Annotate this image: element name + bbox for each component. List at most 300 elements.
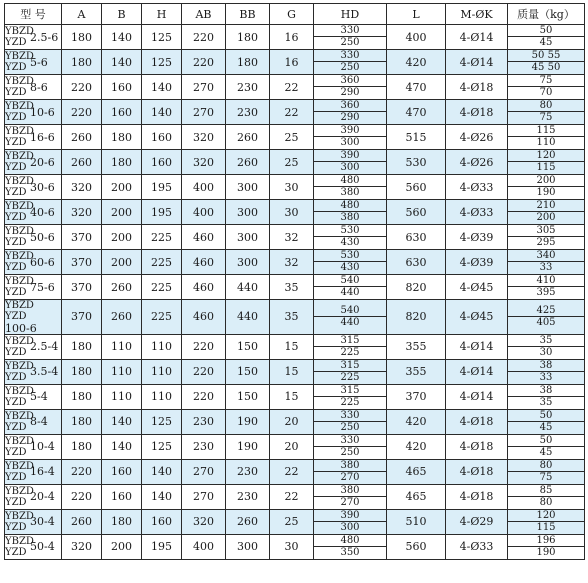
hd-lower: 250 bbox=[340, 37, 360, 48]
cell-h: 225 bbox=[142, 300, 182, 335]
cell-g: 15 bbox=[270, 334, 314, 359]
cell-bb: 230 bbox=[226, 484, 270, 509]
mass-upper: 38 bbox=[508, 385, 584, 397]
cell-l: 510 bbox=[387, 509, 446, 534]
cell-g: 35 bbox=[270, 275, 314, 300]
cell-ab: 460 bbox=[182, 275, 226, 300]
hd-lower: 300 bbox=[340, 162, 360, 173]
table-row bbox=[5, 250, 585, 275]
hd-upper: 480 bbox=[314, 535, 386, 547]
hd-lower: 225 bbox=[340, 346, 360, 358]
cell-g: 20 bbox=[270, 409, 314, 434]
model-prefix-yzd: YZD bbox=[5, 137, 27, 148]
hd-lower: 380 bbox=[340, 187, 360, 198]
model-cell bbox=[5, 50, 62, 75]
cell-ab: 270 bbox=[182, 75, 226, 100]
cell-hd bbox=[314, 534, 387, 559]
cell-bb: 300 bbox=[226, 534, 270, 559]
cell-hd bbox=[314, 300, 387, 335]
cell-mass bbox=[508, 200, 585, 225]
cell-mass bbox=[508, 175, 585, 200]
cell-mass bbox=[508, 25, 585, 50]
mass-lower: 33 bbox=[539, 371, 553, 383]
mass-upper: 340 bbox=[508, 250, 584, 262]
model-prefix-ybzd: YBZD bbox=[5, 360, 34, 372]
hd-upper: 330 bbox=[314, 25, 386, 37]
cell-g: 30 bbox=[270, 175, 314, 200]
cell-h: 110 bbox=[142, 359, 182, 384]
model-prefix-yzd: YZD bbox=[5, 446, 27, 458]
hd-upper: 530 bbox=[314, 225, 386, 237]
model-cell bbox=[5, 534, 62, 559]
cell-mk: 4-Ø18 bbox=[446, 459, 508, 484]
cell-hd bbox=[314, 250, 387, 275]
cell-l: 630 bbox=[387, 250, 446, 275]
cell-hd bbox=[314, 434, 387, 459]
cell-mk: 4-Ø14 bbox=[446, 334, 508, 359]
mass-lower: 45 50 bbox=[531, 62, 561, 73]
mass-upper: 35 bbox=[508, 335, 584, 347]
cell-bb: 190 bbox=[226, 434, 270, 459]
model-prefix-ybzd: YBZD bbox=[5, 76, 34, 87]
cell-ab: 400 bbox=[182, 534, 226, 559]
cell-ab: 460 bbox=[182, 250, 226, 275]
cell-bb: 300 bbox=[226, 250, 270, 275]
hd-lower: 225 bbox=[340, 371, 360, 383]
header-ab: AB bbox=[182, 4, 226, 25]
mass-upper: 80 bbox=[508, 100, 584, 112]
model-cell bbox=[5, 409, 62, 434]
mass-upper: 305 bbox=[508, 225, 584, 237]
model-prefix-ybzd: YBZD bbox=[5, 51, 34, 62]
cell-b: 140 bbox=[102, 50, 142, 75]
cell-bb: 440 bbox=[226, 275, 270, 300]
cell-b: 200 bbox=[102, 225, 142, 250]
header-h: H bbox=[142, 4, 182, 25]
cell-mk: 4-Ø39 bbox=[446, 225, 508, 250]
cell-ab: 400 bbox=[182, 175, 226, 200]
cell-b: 200 bbox=[102, 200, 142, 225]
mass-upper: 115 bbox=[508, 125, 584, 137]
model-size: 16-4 bbox=[30, 465, 55, 478]
hd-upper: 390 bbox=[314, 150, 386, 162]
model-prefix-yzd: YZD bbox=[5, 262, 27, 273]
cell-b: 260 bbox=[102, 275, 142, 300]
cell-mass bbox=[508, 334, 585, 359]
table-header-row bbox=[5, 4, 585, 25]
cell-bb: 150 bbox=[226, 334, 270, 359]
cell-hd bbox=[314, 384, 387, 409]
cell-g: 22 bbox=[270, 484, 314, 509]
model-prefix-ybzd: YBZD bbox=[5, 410, 34, 422]
model-size: 50-6 bbox=[30, 230, 55, 244]
cell-bb: 300 bbox=[226, 225, 270, 250]
cell-b: 260 bbox=[102, 300, 142, 335]
hd-upper: 390 bbox=[314, 125, 386, 137]
model-prefix-ybzd: YBZD bbox=[5, 300, 34, 311]
cell-b: 180 bbox=[102, 509, 142, 534]
model-cell bbox=[5, 359, 62, 384]
mass-lower: 80 bbox=[539, 496, 553, 508]
model-prefix-yzd: YZD bbox=[5, 471, 27, 483]
model-size: 2.5-6 bbox=[30, 30, 59, 44]
cell-a: 180 bbox=[62, 409, 102, 434]
cell-l: 355 bbox=[387, 334, 446, 359]
cell-h: 195 bbox=[142, 175, 182, 200]
cell-mk: 4-Ø14 bbox=[446, 50, 508, 75]
model-cell bbox=[5, 125, 62, 150]
cell-g: 22 bbox=[270, 100, 314, 125]
cell-g: 25 bbox=[270, 150, 314, 175]
cell-hd bbox=[314, 459, 387, 484]
model-prefix-yzd: YZD bbox=[5, 421, 27, 433]
model-prefix-yzd: YZD bbox=[5, 521, 27, 533]
model-cell bbox=[5, 300, 62, 335]
model-size: 30-4 bbox=[30, 515, 55, 528]
cell-a: 180 bbox=[62, 359, 102, 384]
table-row bbox=[5, 275, 585, 300]
mass-lower: 45 bbox=[539, 446, 553, 458]
model-prefix-ybzd: YBZD bbox=[5, 26, 34, 37]
cell-l: 630 bbox=[387, 225, 446, 250]
cell-mass bbox=[508, 75, 585, 100]
cell-a: 320 bbox=[62, 534, 102, 559]
cell-g: 35 bbox=[270, 300, 314, 335]
mass-lower: 45 bbox=[539, 37, 553, 48]
cell-g: 16 bbox=[270, 50, 314, 75]
model-prefix-ybzd: YBZD bbox=[5, 251, 34, 262]
mass-upper: 120 bbox=[508, 150, 584, 162]
cell-l: 560 bbox=[387, 200, 446, 225]
model-prefix-ybzd: YBZD bbox=[5, 435, 34, 447]
model-prefix-ybzd: YBZD bbox=[5, 126, 34, 137]
header-hd: HD bbox=[314, 4, 387, 25]
hd-lower: 440 bbox=[340, 316, 360, 328]
cell-mk: 4-Ø45 bbox=[446, 300, 508, 335]
mass-lower: 30 bbox=[539, 346, 553, 358]
cell-h: 125 bbox=[142, 25, 182, 50]
cell-hd bbox=[314, 25, 387, 50]
cell-l: 465 bbox=[387, 484, 446, 509]
model-prefix-ybzd: YBZD bbox=[5, 535, 34, 547]
table-row bbox=[5, 175, 585, 200]
model-cell bbox=[5, 225, 62, 250]
hd-upper: 360 bbox=[314, 75, 386, 87]
mass-lower: 115 bbox=[536, 521, 556, 533]
model-prefix-yzd: YZD bbox=[5, 112, 27, 123]
hd-lower: 290 bbox=[340, 87, 360, 98]
cell-h: 195 bbox=[142, 534, 182, 559]
model-size: 50-4 bbox=[30, 540, 55, 553]
cell-mass bbox=[508, 250, 585, 275]
hd-lower: 250 bbox=[340, 421, 360, 433]
cell-hd bbox=[314, 359, 387, 384]
cell-bb: 300 bbox=[226, 200, 270, 225]
cell-hd bbox=[314, 509, 387, 534]
model-size: 8-4 bbox=[30, 415, 48, 428]
cell-h: 195 bbox=[142, 200, 182, 225]
table-row bbox=[5, 384, 585, 409]
table-row bbox=[5, 359, 585, 384]
cell-hd bbox=[314, 225, 387, 250]
mass-upper: 50 bbox=[508, 410, 584, 422]
cell-l: 470 bbox=[387, 75, 446, 100]
cell-b: 160 bbox=[102, 100, 142, 125]
cell-bb: 260 bbox=[226, 150, 270, 175]
model-cell bbox=[5, 484, 62, 509]
cell-mk: 4-Ø29 bbox=[446, 509, 508, 534]
model-prefix-ybzd: YBZD bbox=[5, 201, 34, 212]
model-prefix-ybzd: YBZD bbox=[5, 176, 34, 187]
cell-a: 370 bbox=[62, 275, 102, 300]
cell-hd bbox=[314, 150, 387, 175]
cell-ab: 320 bbox=[182, 125, 226, 150]
cell-l: 420 bbox=[387, 434, 446, 459]
cell-mass bbox=[508, 534, 585, 559]
hd-upper: 315 bbox=[314, 335, 386, 347]
mass-upper: 410 bbox=[508, 275, 584, 287]
mass-upper: 196 bbox=[508, 535, 584, 547]
model-size: 60-6 bbox=[30, 255, 55, 269]
table-row bbox=[5, 300, 585, 335]
hd-lower: 440 bbox=[340, 287, 360, 298]
cell-a: 370 bbox=[62, 225, 102, 250]
cell-g: 30 bbox=[270, 200, 314, 225]
cell-hd bbox=[314, 484, 387, 509]
model-prefix-yzd: YZD bbox=[5, 346, 27, 358]
mass-lower: 75 bbox=[539, 112, 553, 123]
cell-h: 125 bbox=[142, 434, 182, 459]
model-prefix-yzd: YZD bbox=[5, 311, 27, 322]
cell-bb: 260 bbox=[226, 125, 270, 150]
hd-lower: 300 bbox=[340, 521, 360, 533]
hd-upper: 315 bbox=[314, 385, 386, 397]
model-cell bbox=[5, 150, 62, 175]
cell-bb: 150 bbox=[226, 359, 270, 384]
cell-l: 400 bbox=[387, 25, 446, 50]
cell-b: 110 bbox=[102, 384, 142, 409]
cell-b: 140 bbox=[102, 409, 142, 434]
cell-mass bbox=[508, 509, 585, 534]
header-mk: M-ØK bbox=[446, 4, 508, 25]
cell-mass bbox=[508, 459, 585, 484]
hd-lower: 250 bbox=[340, 446, 360, 458]
cell-a: 220 bbox=[62, 484, 102, 509]
mass-upper: 50 bbox=[508, 25, 584, 37]
cell-mk: 4-Ø26 bbox=[446, 125, 508, 150]
cell-a: 260 bbox=[62, 125, 102, 150]
cell-h: 110 bbox=[142, 334, 182, 359]
cell-l: 560 bbox=[387, 534, 446, 559]
cell-l: 420 bbox=[387, 409, 446, 434]
cell-ab: 400 bbox=[182, 200, 226, 225]
model-prefix-yzd: YZD bbox=[5, 287, 27, 298]
cell-l: 515 bbox=[387, 125, 446, 150]
cell-hd bbox=[314, 100, 387, 125]
cell-a: 180 bbox=[62, 50, 102, 75]
hd-upper: 360 bbox=[314, 100, 386, 112]
mass-lower: 110 bbox=[536, 137, 556, 148]
cell-mass bbox=[508, 225, 585, 250]
model-prefix-yzd: YZD bbox=[5, 546, 27, 558]
cell-l: 470 bbox=[387, 100, 446, 125]
model-prefix-ybzd: YBZD bbox=[5, 101, 34, 112]
cell-h: 225 bbox=[142, 250, 182, 275]
table-row bbox=[5, 459, 585, 484]
hd-lower: 270 bbox=[340, 471, 360, 483]
cell-h: 140 bbox=[142, 75, 182, 100]
header-l: L bbox=[387, 4, 446, 25]
cell-hd bbox=[314, 275, 387, 300]
cell-ab: 230 bbox=[182, 434, 226, 459]
mass-upper: 200 bbox=[508, 175, 584, 187]
cell-mass bbox=[508, 300, 585, 335]
model-prefix-yzd: YZD bbox=[5, 187, 27, 198]
cell-bb: 190 bbox=[226, 409, 270, 434]
hd-upper: 540 bbox=[314, 305, 386, 317]
cell-g: 25 bbox=[270, 509, 314, 534]
model-cell bbox=[5, 384, 62, 409]
cell-h: 140 bbox=[142, 100, 182, 125]
table-row bbox=[5, 509, 585, 534]
hd-upper: 480 bbox=[314, 175, 386, 187]
cell-a: 220 bbox=[62, 100, 102, 125]
mass-upper: 50 55 bbox=[508, 50, 584, 62]
cell-g: 22 bbox=[270, 75, 314, 100]
model-cell bbox=[5, 459, 62, 484]
model-size: 2.5-4 bbox=[30, 340, 59, 353]
model-size: 10-4 bbox=[30, 440, 55, 453]
mass-lower: 70 bbox=[539, 87, 553, 98]
header-b: B bbox=[102, 4, 142, 25]
cell-ab: 220 bbox=[182, 334, 226, 359]
cell-g: 16 bbox=[270, 25, 314, 50]
cell-mass bbox=[508, 125, 585, 150]
cell-a: 220 bbox=[62, 459, 102, 484]
model-cell bbox=[5, 434, 62, 459]
cell-a: 180 bbox=[62, 334, 102, 359]
cell-mk: 4-Ø39 bbox=[446, 250, 508, 275]
cell-b: 180 bbox=[102, 150, 142, 175]
model-cell bbox=[5, 334, 62, 359]
model-size: 30-6 bbox=[30, 180, 55, 194]
cell-h: 160 bbox=[142, 150, 182, 175]
cell-mk: 4-Ø18 bbox=[446, 434, 508, 459]
header-a: A bbox=[62, 4, 102, 25]
hd-lower: 380 bbox=[340, 212, 360, 223]
cell-hd bbox=[314, 75, 387, 100]
mass-lower: 395 bbox=[536, 287, 556, 298]
model-cell bbox=[5, 100, 62, 125]
cell-l: 530 bbox=[387, 150, 446, 175]
model-cell bbox=[5, 25, 62, 50]
table-row bbox=[5, 409, 585, 434]
cell-ab: 270 bbox=[182, 100, 226, 125]
cell-a: 180 bbox=[62, 434, 102, 459]
table-row bbox=[5, 225, 585, 250]
cell-h: 160 bbox=[142, 125, 182, 150]
cell-g: 30 bbox=[270, 534, 314, 559]
cell-bb: 230 bbox=[226, 100, 270, 125]
model-prefix-yzd: YZD bbox=[5, 396, 27, 408]
cell-bb: 150 bbox=[226, 384, 270, 409]
cell-ab: 320 bbox=[182, 150, 226, 175]
cell-l: 560 bbox=[387, 175, 446, 200]
mass-upper: 425 bbox=[508, 305, 584, 317]
table-row bbox=[5, 25, 585, 50]
cell-b: 200 bbox=[102, 250, 142, 275]
model-prefix-yzd: YZD bbox=[5, 37, 27, 48]
table-row bbox=[5, 125, 585, 150]
cell-b: 160 bbox=[102, 459, 142, 484]
cell-g: 15 bbox=[270, 384, 314, 409]
cell-ab: 220 bbox=[182, 50, 226, 75]
mass-lower: 295 bbox=[536, 237, 556, 248]
cell-ab: 460 bbox=[182, 225, 226, 250]
cell-g: 22 bbox=[270, 459, 314, 484]
header-bb: BB bbox=[226, 4, 270, 25]
mass-upper: 75 bbox=[508, 75, 584, 87]
model-cell bbox=[5, 75, 62, 100]
cell-a: 220 bbox=[62, 75, 102, 100]
cell-ab: 220 bbox=[182, 384, 226, 409]
model-size: 3.5-4 bbox=[30, 365, 59, 378]
cell-b: 140 bbox=[102, 434, 142, 459]
cell-a: 260 bbox=[62, 150, 102, 175]
cell-mk: 4-Ø45 bbox=[446, 275, 508, 300]
cell-h: 125 bbox=[142, 50, 182, 75]
table-row bbox=[5, 534, 585, 559]
table-row bbox=[5, 484, 585, 509]
cell-mk: 4-Ø14 bbox=[446, 359, 508, 384]
cell-b: 110 bbox=[102, 359, 142, 384]
mass-upper: 80 bbox=[508, 460, 584, 472]
model-prefix-yzd: YZD bbox=[5, 62, 27, 73]
hd-lower: 350 bbox=[340, 546, 360, 558]
table-row bbox=[5, 100, 585, 125]
cell-bb: 260 bbox=[226, 509, 270, 534]
cell-hd bbox=[314, 334, 387, 359]
cell-bb: 180 bbox=[226, 50, 270, 75]
model-prefix-ybzd: YBZD bbox=[5, 276, 34, 287]
table-row bbox=[5, 434, 585, 459]
cell-mass bbox=[508, 484, 585, 509]
hd-upper: 530 bbox=[314, 250, 386, 262]
cell-mk: 4-Ø18 bbox=[446, 484, 508, 509]
mass-lower: 190 bbox=[536, 546, 556, 558]
cell-ab: 460 bbox=[182, 300, 226, 335]
model-prefix-ybzd: YBZD bbox=[5, 151, 34, 162]
hd-upper: 540 bbox=[314, 275, 386, 287]
motor-dimension-table bbox=[4, 3, 585, 560]
header-model: 型 号 bbox=[5, 4, 62, 25]
cell-hd bbox=[314, 200, 387, 225]
hd-lower: 225 bbox=[340, 396, 360, 408]
cell-b: 180 bbox=[102, 125, 142, 150]
hd-upper: 380 bbox=[314, 460, 386, 472]
cell-h: 110 bbox=[142, 384, 182, 409]
cell-l: 465 bbox=[387, 459, 446, 484]
cell-g: 32 bbox=[270, 225, 314, 250]
cell-h: 160 bbox=[142, 509, 182, 534]
cell-g: 32 bbox=[270, 250, 314, 275]
mass-lower: 405 bbox=[536, 316, 556, 328]
cell-g: 20 bbox=[270, 434, 314, 459]
cell-h: 140 bbox=[142, 459, 182, 484]
mass-lower: 33 bbox=[539, 262, 553, 273]
cell-ab: 230 bbox=[182, 409, 226, 434]
hd-upper: 480 bbox=[314, 200, 386, 212]
